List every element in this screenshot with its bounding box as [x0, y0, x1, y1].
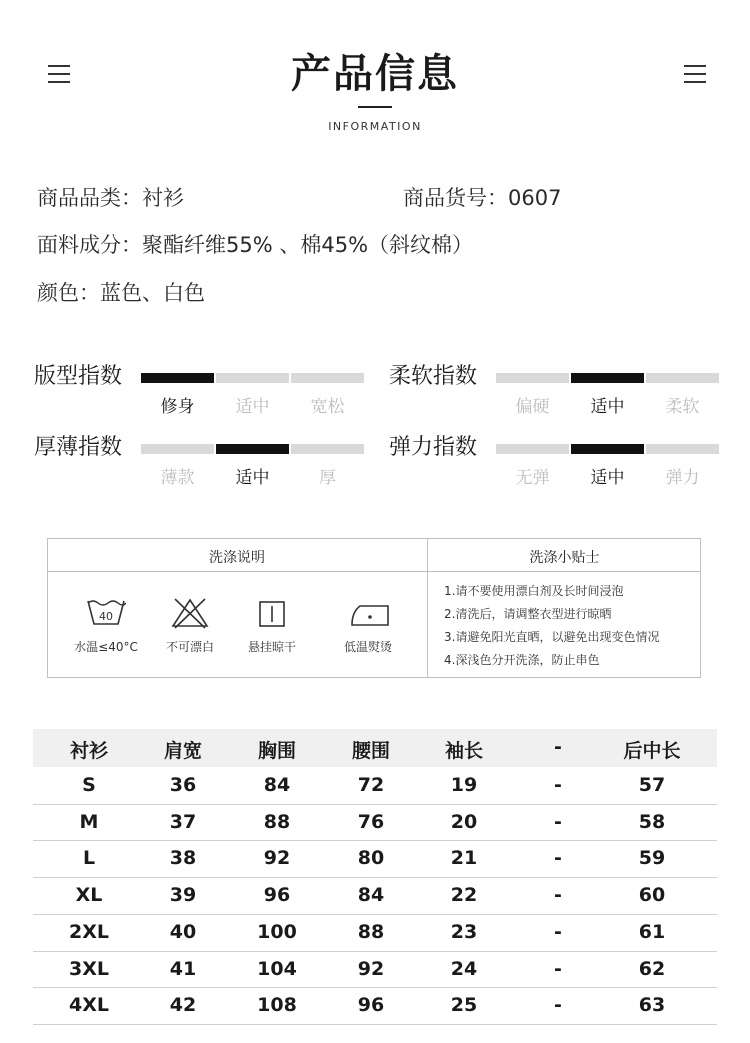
wash-right-title: 洗涤小贴士 — [529, 550, 600, 566]
care-label-dry: 悬挂晾干 — [247, 640, 296, 654]
size-cell: 4XL — [69, 994, 109, 1017]
size-cell: 19 — [450, 774, 478, 796]
size-cell: - — [554, 810, 562, 833]
wash-header-divider — [47, 571, 701, 572]
care-label-iron: 低温熨烫 — [343, 640, 392, 654]
size-cell: 61 — [638, 920, 666, 943]
size-cell: 88 — [357, 920, 385, 943]
wash-tip: 4.深浅色分开洗涤，防止串色 — [444, 653, 600, 667]
info-fabric: 面料成分：聚酯纤维55% 、棉45%（斜纹棉） — [37, 233, 474, 257]
index-segment-elasticity — [496, 444, 569, 454]
care-label-temp: 水温≤40°C — [74, 640, 138, 654]
size-header-cell: 腰围 — [351, 740, 390, 762]
size-cell: 23 — [450, 920, 478, 943]
table-row-divider — [33, 951, 717, 952]
index-option-fit: 修身 — [160, 397, 195, 417]
hang-dry-icon — [258, 600, 286, 628]
size-cell: - — [554, 884, 562, 907]
size-header-cell: 肩宽 — [163, 740, 202, 762]
title-divider — [358, 106, 392, 108]
size-cell: 58 — [638, 810, 666, 833]
size-cell: 62 — [638, 957, 666, 980]
index-label-elasticity: 弹力指数 — [389, 435, 478, 460]
size-cell: 96 — [263, 884, 291, 907]
index-segment-elasticity — [646, 444, 719, 454]
info-color: 颜色：蓝色、白色 — [37, 281, 205, 305]
no-bleach-icon — [170, 597, 210, 629]
size-cell: 40 — [169, 920, 197, 943]
index-label-softness: 柔软指数 — [389, 364, 478, 389]
info-category: 商品品类：衬衫 — [37, 186, 184, 210]
size-cell: 80 — [357, 847, 385, 870]
size-cell: 2XL — [69, 920, 109, 943]
care-label-bleach: 不可漂白 — [165, 640, 214, 654]
low-iron-icon — [348, 600, 390, 628]
size-cell: 22 — [450, 884, 478, 907]
info-sku: 商品货号：0607 — [403, 186, 562, 210]
wash-40-icon — [86, 597, 126, 627]
size-cell: 76 — [357, 810, 385, 833]
index-segment-thickness — [291, 444, 364, 454]
size-cell: - — [554, 920, 562, 943]
size-header-cell: - — [554, 736, 562, 758]
size-cell: 36 — [169, 774, 197, 796]
wash-40-badge: 40 — [99, 610, 113, 623]
wash-tip: 3.请避免阳光直晒，以避免出现变色情况 — [444, 630, 660, 644]
size-cell: 38 — [169, 847, 197, 870]
size-cell: 20 — [450, 810, 478, 833]
size-cell: 92 — [263, 847, 291, 870]
size-header-cell: 袖长 — [444, 740, 483, 762]
size-cell: 100 — [257, 920, 297, 943]
size-cell: 42 — [169, 994, 197, 1017]
index-option-thickness: 厚 — [319, 468, 336, 488]
size-cell: S — [82, 774, 96, 796]
size-cell: 57 — [638, 774, 666, 796]
index-segment-softness — [571, 373, 644, 383]
index-segment-fit — [141, 373, 214, 383]
index-segment-fit — [216, 373, 289, 383]
index-segment-softness — [646, 373, 719, 383]
wash-tip: 2.清洗后，请调整衣型进行晾晒 — [444, 607, 612, 621]
size-cell: 108 — [257, 994, 297, 1017]
size-cell: 37 — [169, 810, 197, 833]
size-cell: - — [554, 994, 562, 1017]
size-cell: 21 — [450, 847, 478, 870]
table-row-divider — [33, 1024, 717, 1025]
index-segment-fit — [291, 373, 364, 383]
table-row-divider — [33, 804, 717, 805]
size-cell: M — [79, 810, 99, 833]
size-cell: 25 — [450, 994, 478, 1017]
size-cell: L — [82, 847, 96, 870]
size-cell: XL — [75, 884, 103, 907]
size-header-cell: 后中长 — [623, 740, 681, 762]
size-cell: - — [554, 847, 562, 870]
size-cell: - — [554, 774, 562, 796]
index-segment-elasticity — [571, 444, 644, 454]
size-cell: 96 — [357, 994, 385, 1017]
index-segment-softness — [496, 373, 569, 383]
page-subtitle: INFORMATION — [328, 120, 422, 133]
size-cell: 60 — [638, 884, 666, 907]
size-cell: 72 — [357, 774, 385, 796]
size-cell: 24 — [450, 957, 478, 980]
size-header-cell: 衬衫 — [69, 740, 108, 762]
size-cell: 92 — [357, 957, 385, 980]
size-cell: 84 — [357, 884, 385, 907]
size-header-cell: 胸围 — [257, 740, 296, 762]
table-row-divider — [33, 914, 717, 915]
size-cell: 63 — [638, 994, 666, 1017]
index-option-softness: 偏硬 — [515, 397, 550, 417]
size-cell: 104 — [257, 957, 297, 980]
index-segment-thickness — [141, 444, 214, 454]
table-row-divider — [33, 840, 717, 841]
index-option-elasticity: 适中 — [590, 468, 625, 488]
table-row-divider — [33, 987, 717, 988]
index-option-softness: 柔软 — [665, 397, 700, 417]
index-label-thickness: 厚薄指数 — [34, 435, 123, 460]
table-row-divider — [33, 877, 717, 878]
index-option-thickness: 薄款 — [160, 468, 195, 488]
size-cell: 39 — [169, 884, 197, 907]
size-cell: - — [554, 957, 562, 980]
index-option-softness: 适中 — [590, 397, 625, 417]
index-option-elasticity: 无弹 — [515, 468, 550, 488]
wash-tip: 1.请不要使用漂白剂及长时间浸泡 — [444, 584, 624, 598]
size-cell: 41 — [169, 957, 197, 980]
size-cell: 84 — [263, 774, 291, 796]
index-option-fit: 宽松 — [310, 397, 345, 417]
size-cell: 59 — [638, 847, 666, 870]
size-cell: 88 — [263, 810, 291, 833]
size-cell: 3XL — [69, 957, 109, 980]
page-title: 产品信息 — [291, 51, 459, 97]
wash-left-title: 洗涤说明 — [209, 550, 265, 566]
index-option-fit: 适中 — [235, 397, 270, 417]
index-segment-thickness — [216, 444, 289, 454]
index-option-thickness: 适中 — [235, 468, 270, 488]
index-label-fit: 版型指数 — [34, 364, 123, 389]
index-option-elasticity: 弹力 — [665, 468, 700, 488]
